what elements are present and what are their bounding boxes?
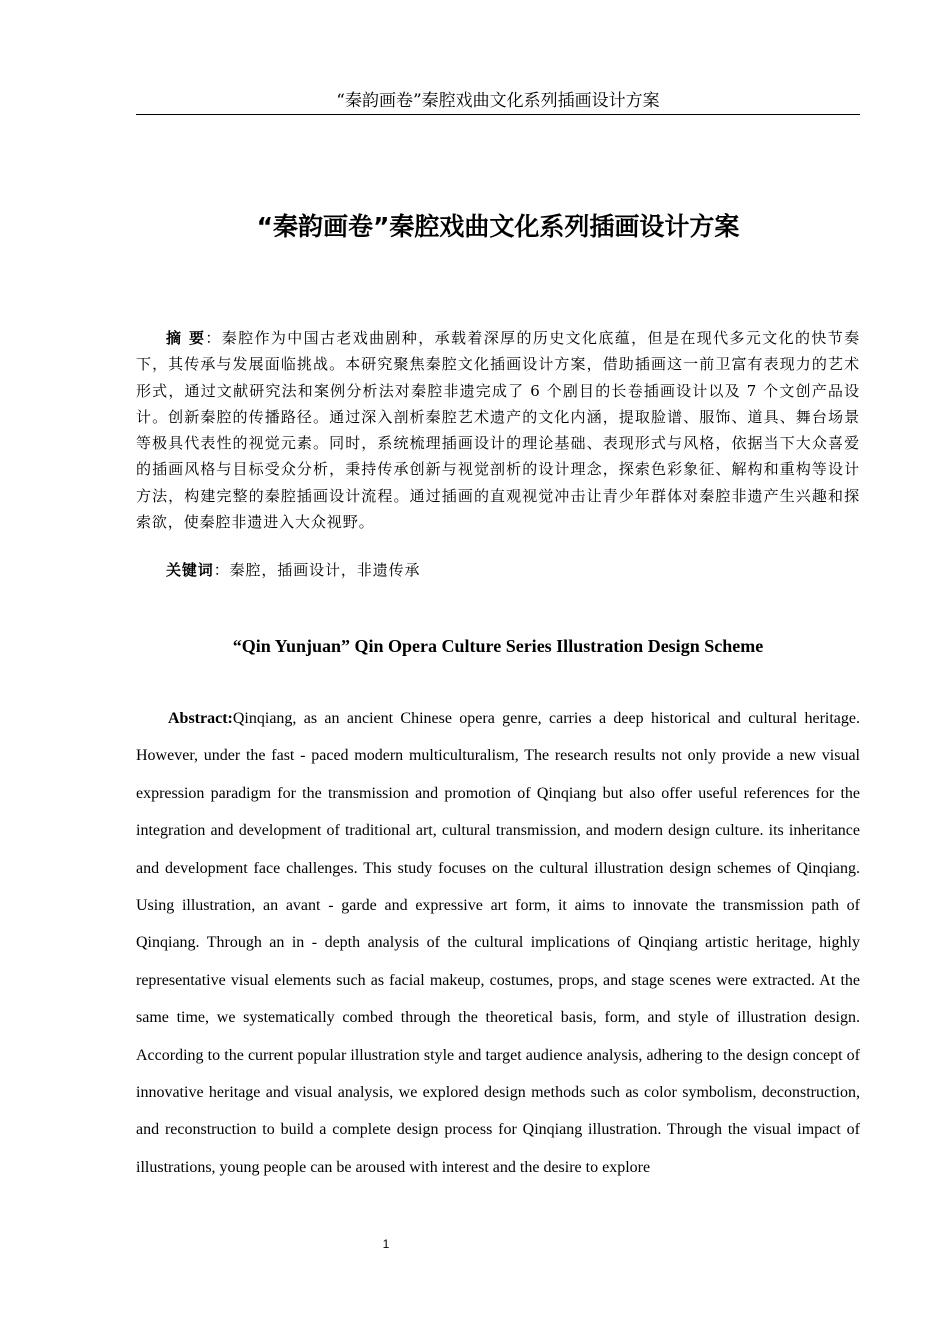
english-title: “Qin Yunjuan” Qin Opera Culture Series Illustration Design Scheme (232, 636, 764, 656)
chinese-abstract-text: 秦腔作为中国古老戏曲剧种，承载着深厚的历史文化底蕴，但是在现代多元文化的快节奏下，其传承与发展面临挑战。本研究聚焦秦腔文化插画设计方案，借助插画这一前卫富有表现力的艺术形式，通过文献研究法和案例分析法对秦腔非遗完成了 6 个剧目的长卷插画设计以及 7 个文创产品设计。创新秦腔的传播路径。通过深入剖析秦腔艺术遗产的文化内涵，提取脸谱、服饰、道具、舞台场景等极具代表性的视觉元素。同时，系统梳理插画设计的理论基础、表现形式与风格，依据当下大众喜爱的插画风格与目标受众分析，秉持传承创新与视觉剖析的设计理念，探索色彩象征、解构和重构等设计方法，构建完整的秦腔插画设计流程。通过插画的直观视觉冲击让青少年群体对秦腔非遗产生兴趣和探索欲，使秦腔非遗进入大众视野。 (136, 329, 860, 532)
running-header: “秦韵画卷”秦腔戏曲文化系列插画设计方案 (136, 90, 860, 115)
chinese-abstract-label: 摘 要 (166, 329, 206, 347)
english-abstract-label: Abstract: (168, 710, 233, 727)
page-number: 1 (382, 1237, 390, 1251)
english-abstract-text: Qinqiang, as an ancient Chinese opera genre, carries a deep historical and cultural heritage. However, under the fast - paced modern multiculturalism, The research results not only provide a new visual expression paradigm for the transmission and promotion of Qinqiang but also offer useful references for the integration and development of traditional art, cultural transmission, and modern design culture. its inheritance and development face challenges. This study focuses on the cultural illustration design schemes of Qinqiang. Using illustration, an avant - garde and expressive art form, it aims to innovate the transmission path of Qinqiang. Through an in - depth analysis of the cultural implications of Qinqiang artistic heritage, highly representative visual elements such as facial makeup, costumes, props, and stage scenes were extracted. At the same time, we systematically combed through the theoretical basis, form, and style of illustration design. According to the current popular illustration style and target audience analysis, adhering to the design concept of innovative heritage and visual analysis, we explored design methods such as color symbolism, deconstruction, and reconstruction to build a complete design process for Qinqiang illustration. Through the visual impact of illustrations, young people can be aroused with interest and the desire to explore (136, 710, 860, 1176)
chinese-keywords-separator: ： (213, 561, 230, 579)
chinese-abstract-separator: ： (205, 329, 222, 347)
chinese-keywords-label: 关键词 (166, 561, 214, 579)
chinese-keywords-text: 秦腔，插画设计，非遗传承 (229, 561, 421, 579)
english-abstract (136, 700, 860, 1186)
chinese-abstract (136, 325, 860, 535)
chinese-title: “秦韵画卷”秦腔戏曲文化系列插画设计方案 (256, 212, 740, 241)
chinese-keywords (136, 557, 860, 583)
